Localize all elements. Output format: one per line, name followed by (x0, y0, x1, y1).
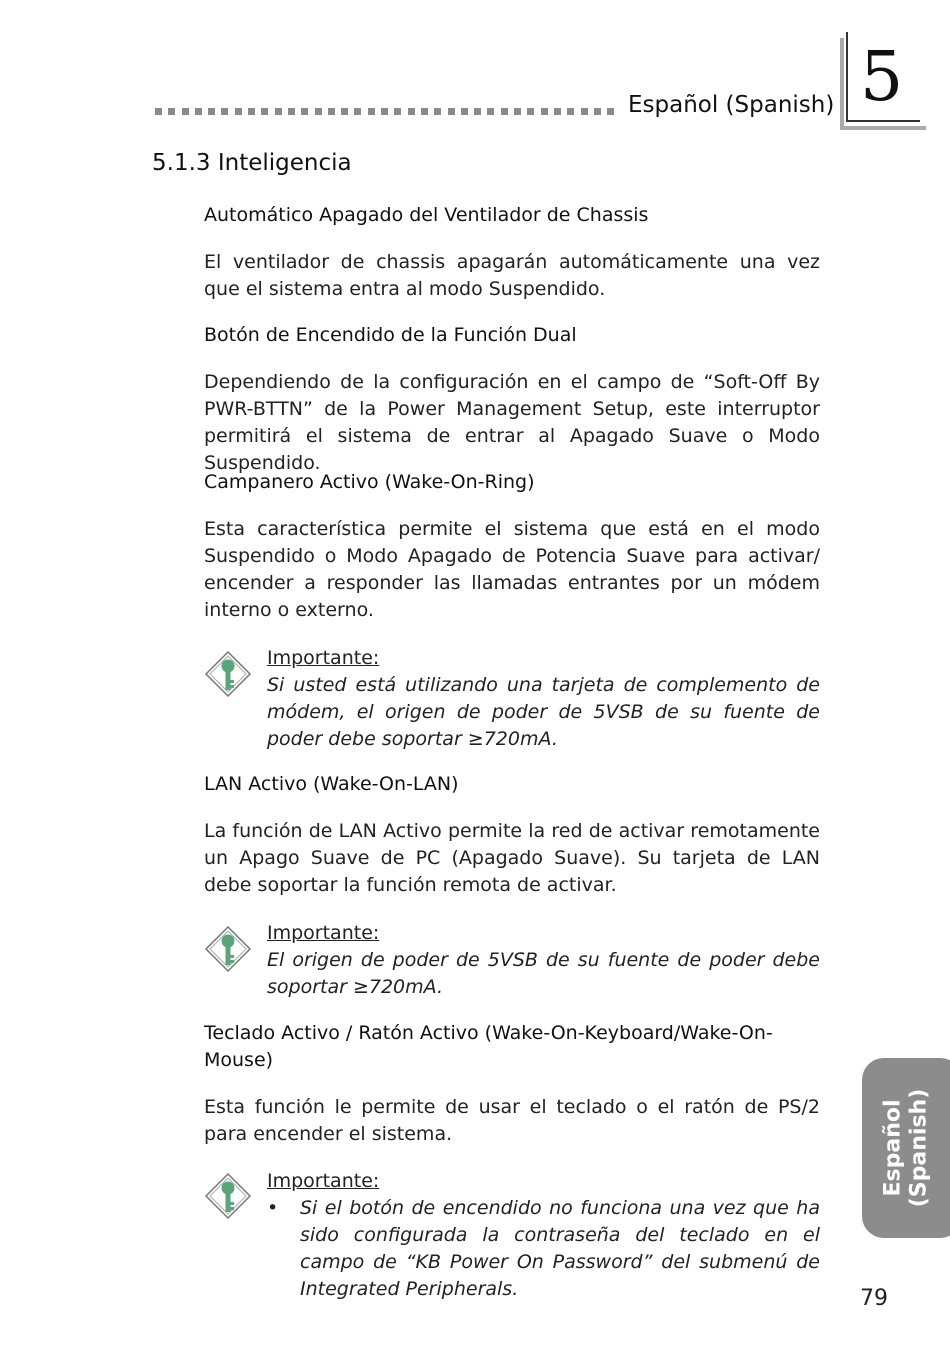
paragraph-wake-on-lan: La función de LAN Activo permite la red de activar remotamente un Apago Suave de PC (Apagado Suave). Su tarjeta de LAN debe soportar la función remota de activar. (204, 820, 820, 896)
note-keyboard-text: Si el botón de encendido no funciona una vez que ha sido configurada la contraseña del teclado en el campo de “KB Power On Password” del submenú de Integrated Peripherals. (300, 1197, 820, 1300)
side-language-tab-label (862, 1058, 950, 1238)
paragraph-fan-off: El ventilador de chassis apagarán automáticamente una vez que el sistema entra al modo Suspendido. (204, 251, 820, 300)
paragraph-wake-on-ring: Esta característica permite el sistema que está en el modo Suspendido o Modo Apagado de Potencia Suave para activar/ encender a responder las llamadas entrantes por un módem interno o externo. (204, 518, 820, 621)
side-tab-line1: Español (880, 1099, 906, 1197)
paragraph-wake-on-keyboard: Esta función le permite de usar el teclado o el ratón de PS/2 para encender el sistema. (204, 1096, 820, 1145)
key-diamond-icon (204, 925, 252, 973)
header-dot-rule (155, 108, 614, 115)
heading-fan-off: Automático Apagado del Ventilador de Chassis (204, 204, 649, 226)
heading-dual-power-button: Botón de Encendido de la Función Dual (204, 324, 577, 346)
note-keyboard (267, 1168, 820, 1303)
note-modem-text: Si usted está utilizando una tarjeta de complemento de módem, el origen de poder de 5VSB de su fuente de poder debe soportar ≥720mA. (267, 674, 820, 750)
key-diamond-icon (204, 650, 252, 698)
note-lan-label: Importante: (267, 922, 380, 944)
note-lan-text: El origen de poder de 5VSB de su fuente de poder debe soportar ≥720mA. (267, 949, 820, 998)
header-language-title: Español (Spanish) (628, 92, 835, 118)
heading-wake-on-keyboard: Teclado Activo / Ratón Activo (Wake-On-Keyboard/Wake-On-Mouse) (204, 1022, 773, 1071)
page-number: 79 (860, 1286, 888, 1311)
bullet-marker: • (267, 1197, 279, 1219)
paragraph-dual-power-button: Dependiendo de la configuración en el campo de “Soft-Off By PWR-BTTN” de la Power Management Setup, este interruptor permitirá el sistema de entrar al Apagado Suave o Modo Suspendido. (204, 371, 820, 474)
heading-wake-on-ring: Campanero Activo (Wake-On-Ring) (204, 471, 535, 493)
note-modem-label: Importante: (267, 647, 380, 669)
note-modem (267, 645, 820, 753)
section-title: 5.1.3 Inteligencia (152, 150, 352, 176)
heading-wake-on-lan: LAN Activo (Wake-On-LAN) (204, 773, 459, 795)
note-keyboard-bullet-item (267, 1195, 820, 1303)
note-keyboard-label: Importante: (267, 1170, 380, 1192)
key-diamond-icon (204, 1172, 252, 1220)
note-lan (267, 920, 820, 1001)
chapter-number: 5 (860, 38, 904, 117)
side-tab-line2: (Spanish) (906, 1088, 932, 1208)
